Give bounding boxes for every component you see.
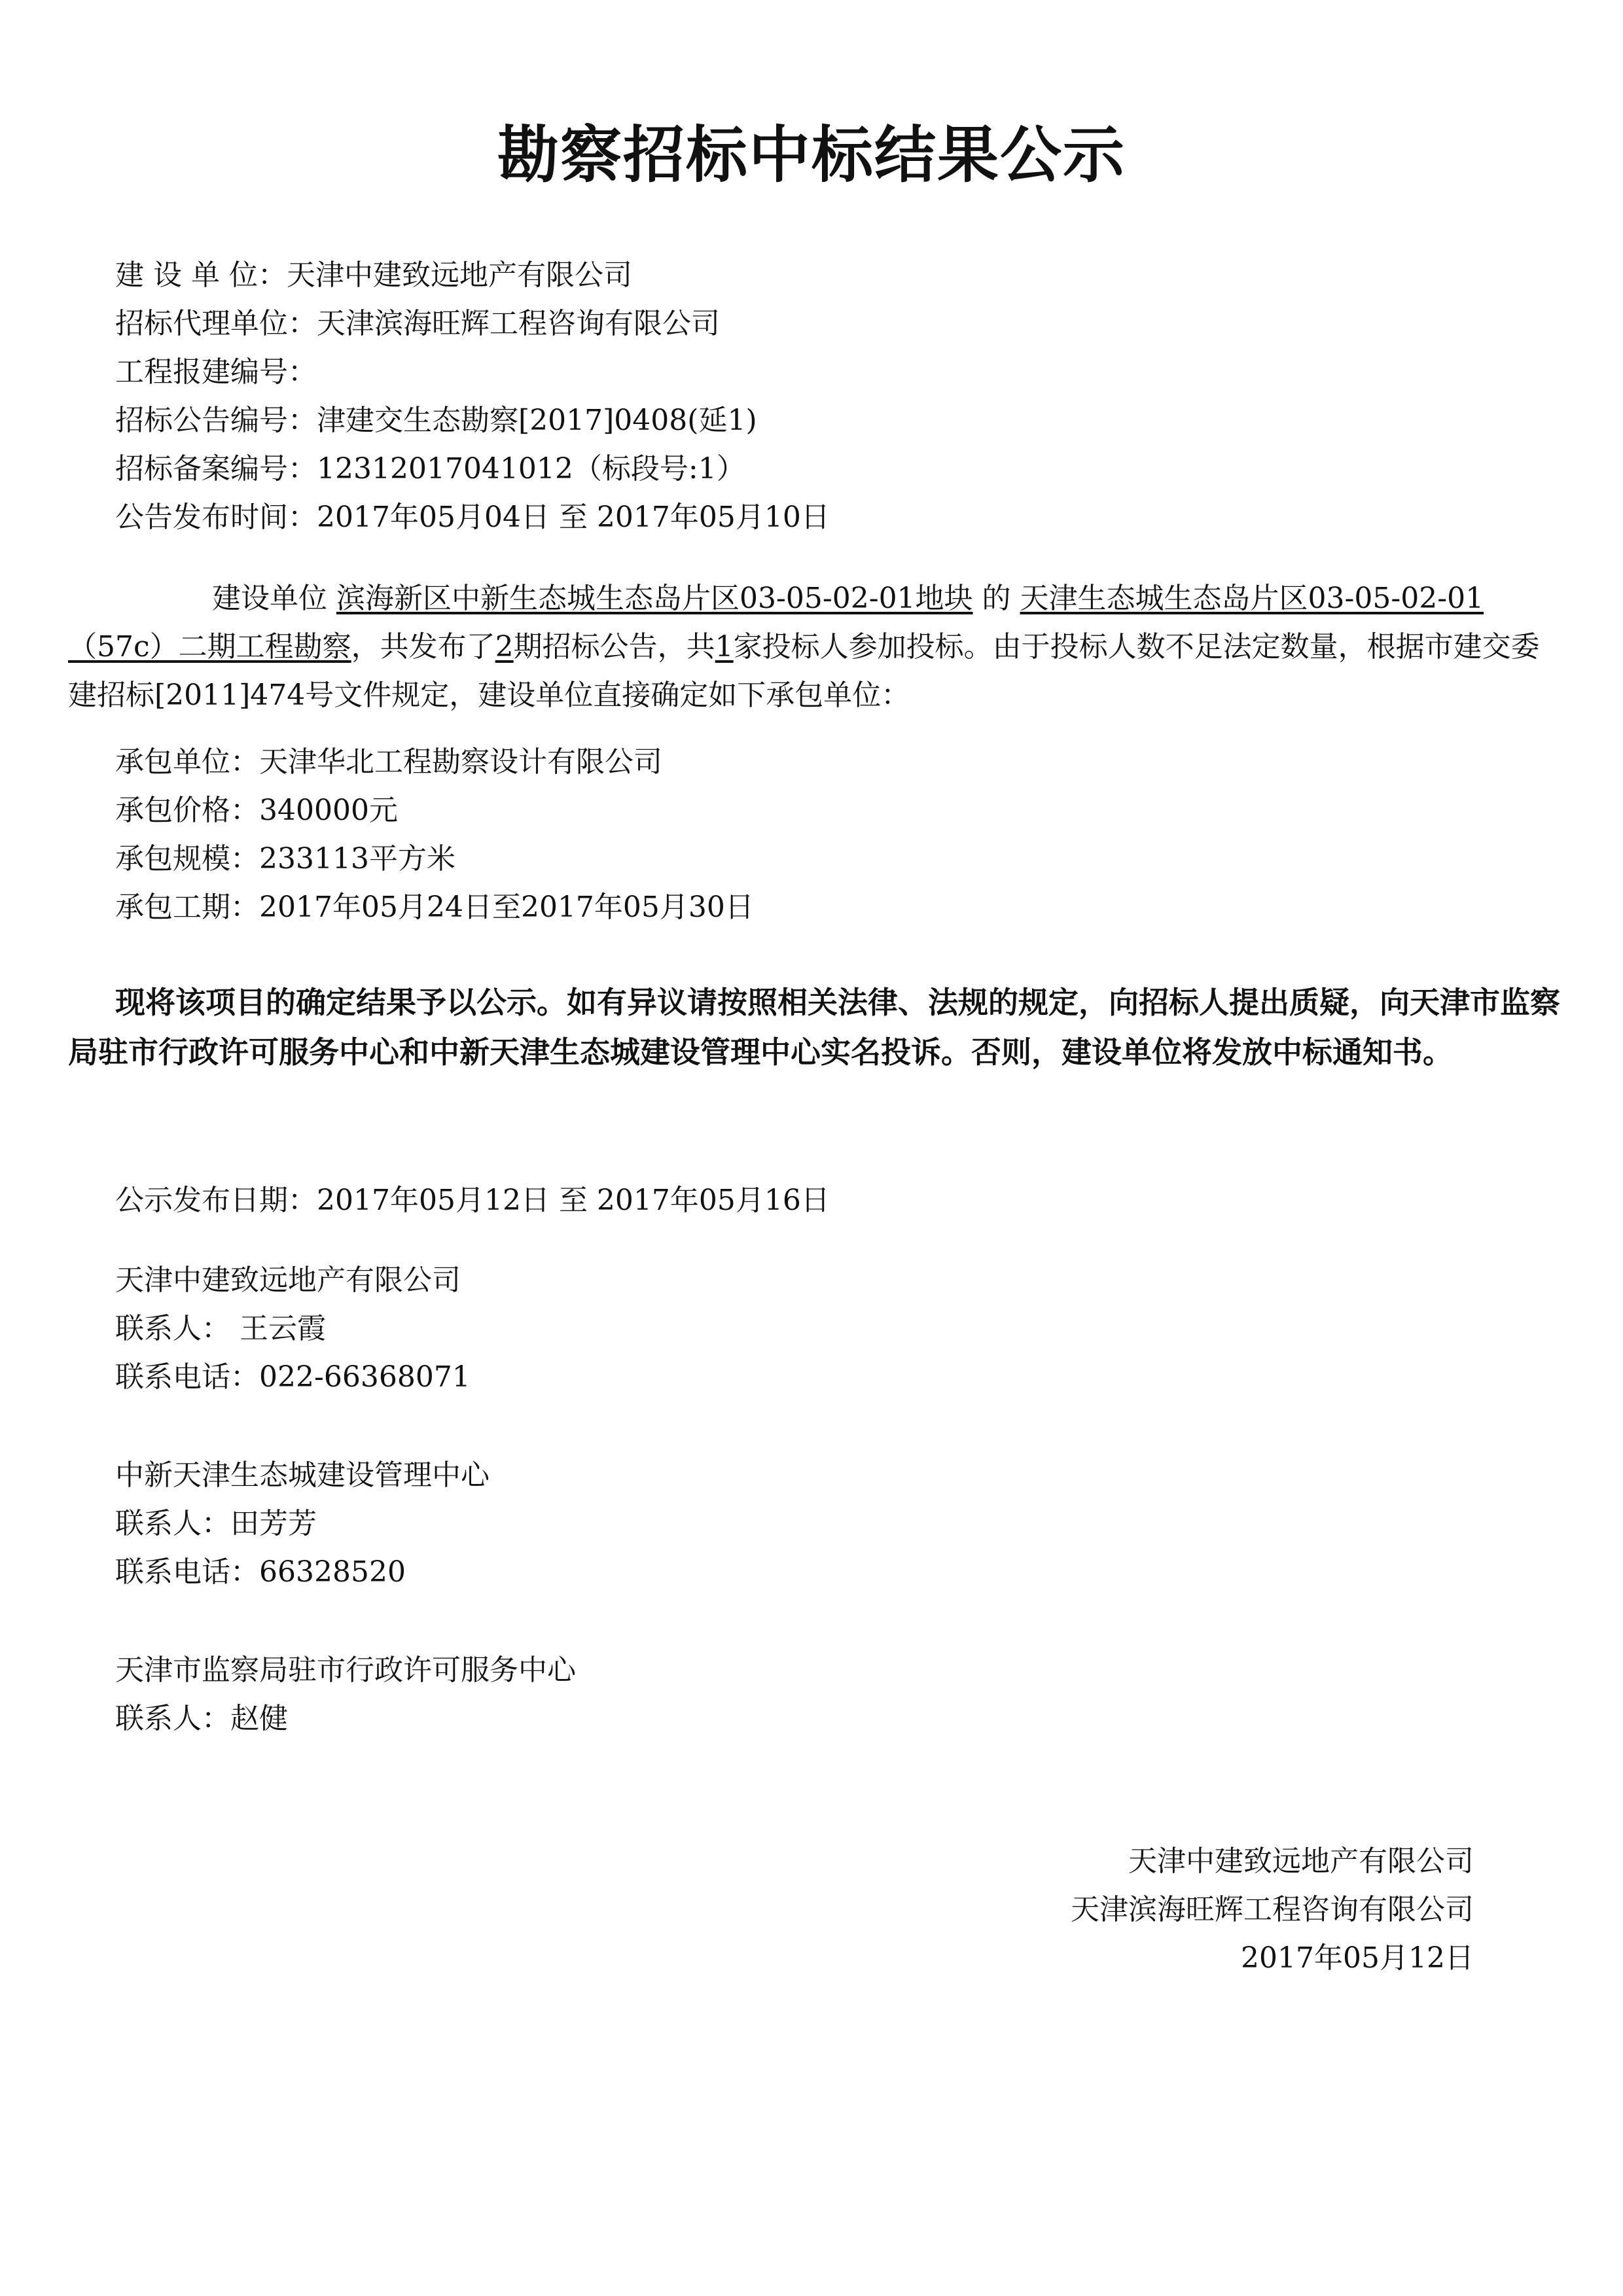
signature-org-2: 天津滨海旺辉工程咨询有限公司 [1071,1893,1474,1926]
contact-person [115,1695,288,1743]
field-label: 工程报建编号： [115,355,317,389]
field-value: 天津中建致远地产有限公司 [286,258,632,292]
field-value: 022-66368071 [259,1360,471,1394]
intro-paragraph [68,574,1567,720]
field-value: 天津华北工程勘察设计有限公司 [259,745,662,779]
field-label: 承包工期： [115,891,259,924]
notice-text: 现将该项目的确定结果予以公示。如有异议请按照相关法律、法规的规定，向招标人提出质疑，向天津市监察局驻市行政许可服务中心和中新天津生态城建设管理中心实名投诉。否则，建设单位将发放中标通知书。 [68,985,1560,1070]
field-publish-time [115,493,830,542]
field-value: 2017年05月04日 至 2017年05月10日 [317,501,830,534]
contract-price [115,786,398,835]
field-label: 建 设 单 位： [115,258,287,292]
signature-date: 2017年05月12日 [1241,1941,1474,1975]
page-title: 勘察招标中标结果公示 [497,119,1126,191]
intro-text: 期招标公告，共 [513,630,715,663]
field-label: 承包价格： [115,794,259,827]
field-label: 联系人： [115,1507,230,1540]
field-label: 联系电话： [115,1360,259,1394]
contact-phone [115,1353,471,1402]
publicity-notice [68,978,1567,1077]
field-label: 招标公告编号： [115,404,317,437]
field-agent [115,300,720,348]
project-name: 天津生态城生态岛片区03-05-02-01（57c）二期工程勘察 [68,582,1484,663]
field-value: 2017年05月24日至2017年05月30日 [259,891,754,924]
field-label: 承包单位： [115,745,259,779]
publicity-period [115,1176,830,1225]
field-label: 招标备案编号： [115,452,317,486]
field-label: 招标代理单位： [115,307,317,340]
field-builder [115,251,632,300]
contact-org: 天津中建致远地产有限公司 [115,1263,461,1297]
intro-text: 建设单位 [212,582,336,615]
land-parcel: 滨海新区中新生态城生态岛片区03-05-02-01地块 [336,582,973,615]
field-value: 340000元 [259,794,398,827]
field-value: 233113平方米 [259,842,455,875]
signature-org-1: 天津中建致远地产有限公司 [1128,1845,1474,1878]
contract-unit [115,738,662,786]
contact-org: 天津市监察局驻市行政许可服务中心 [115,1653,576,1687]
notice-periods: 2 [495,630,514,663]
field-label: 联系人： [115,1702,230,1735]
field-value: 王云霞 [230,1312,326,1345]
field-record-number [115,445,745,493]
field-label: 联系人： [115,1312,230,1345]
field-label: 承包规模： [115,842,259,875]
field-value: 赵健 [230,1702,288,1735]
bidder-count: 1 [715,630,734,663]
field-value: 天津滨海旺辉工程咨询有限公司 [317,307,720,340]
intro-text: 家投标人参加投标。由于投标人数不足法定数量，根据市建交委建招标[2011]474号文件规定，建设单位直接确定如下承包单位： [68,630,1540,712]
contact-person [115,1305,326,1353]
field-value: 66328520 [259,1555,406,1589]
field-value: 津建交生态勘察[2017]0408(延1) [317,404,757,437]
field-value: 12312017041012（标段号:1） [317,452,745,486]
field-label: 联系电话： [115,1555,259,1589]
intro-text: 的 [972,582,1020,615]
field-label: 公示发布日期： [115,1184,317,1217]
field-label: 公告发布时间： [115,501,317,534]
field-value: 田芳芳 [230,1507,317,1540]
contract-period [115,883,754,932]
field-value: 2017年05月12日 至 2017年05月16日 [317,1184,830,1217]
field-project-number [115,348,317,397]
field-notice-number [115,397,757,445]
contact-person [115,1500,317,1548]
contact-phone [115,1548,406,1597]
contact-org: 中新天津生态城建设管理中心 [115,1458,490,1492]
intro-text: ，共发布了 [351,630,495,663]
contract-scale [115,835,455,883]
